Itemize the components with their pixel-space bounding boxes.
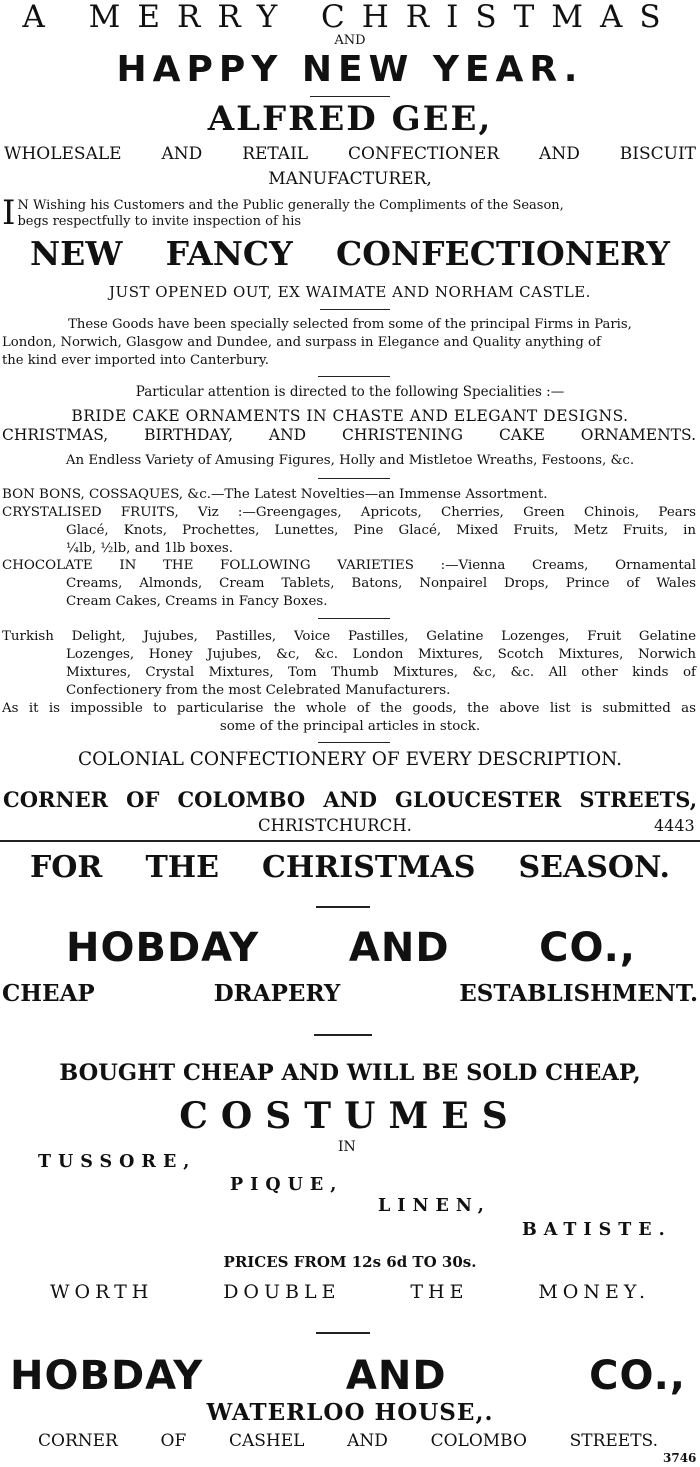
fabric-linen: LINEN, [378, 1196, 491, 1216]
divider [316, 1332, 370, 1334]
intro-text [2, 193, 698, 233]
headline-happy-new-year: HAPPY NEW YEAR. [116, 49, 584, 90]
season-headline: FOR THE CHRISTMAS SEASON. [30, 850, 670, 885]
divider [318, 478, 390, 479]
bride-cake-line: BRIDE CAKE ORNAMENTS IN CHASTE AND ELEGANT DESIGNS. [71, 407, 629, 425]
bought-line: BOUGHT CHEAP AND WILL BE SOLD CHEAP, [59, 1060, 641, 1086]
chocolate-line-1: CHOCOLATE IN THE FOLLOWING VARIETIES :—Vienna Creams, Ornamental [2, 558, 696, 573]
drop-cap: I [2, 193, 16, 233]
headline-merry-christmas: A MERRY CHRISTMAS [22, 0, 678, 35]
fabric-tussore: TUSSORE, [38, 1152, 197, 1172]
and-small: AND [334, 33, 366, 48]
prices-line: PRICES FROM 12s 6d TO 30s. [223, 1253, 477, 1271]
fabric-batiste: BATISTE. [522, 1220, 672, 1240]
ad-reference-number: 4443 [654, 816, 695, 835]
divider [314, 1034, 372, 1036]
address-corner-2: CORNER OF CASHEL AND COLOMBO STREETS. [38, 1431, 658, 1451]
in-word: IN [338, 1139, 356, 1155]
divider [320, 309, 390, 310]
colonial-line: COLONIAL CONFECTIONERY OF EVERY DESCRIPTION. [77, 749, 622, 770]
chocolate-line-2: Creams, Almonds, Cream Tablets, Batons, Nonpairel Drops, Prince of Wales [66, 576, 696, 591]
para1-line-2: London, Norwich, Glasgow and Dundee, and surpass in Elegance and Quality anything of [2, 335, 601, 350]
impossible-line-2: some of the principal articles in stock. [219, 719, 481, 734]
trade-line-2: MANUFACTURER, [268, 169, 432, 189]
impossible-line-1: As it is impossible to particularise the whole of the goods, the above list is submitted as [2, 701, 696, 716]
fruits-line-1: CRYSTALISED FRUITS, Viz :—Greengages, Apricots, Cherries, Green Chinois, Pears [2, 505, 696, 520]
bonbons-line: BON BONS, COSSAQUES, &c.—The Latest Novelties—an Immense Assortment. [2, 487, 548, 502]
fruits-line-3: ¼lb, ½lb, and 1lb boxes. [66, 541, 233, 556]
intro-line-2: begs respectfully to invite inspection of his [17, 214, 302, 229]
waterloo-house: WATERLOO HOUSE,. [206, 1399, 494, 1426]
section-separator [0, 840, 700, 842]
divider [318, 376, 390, 377]
chocolate-line-3: Cream Cakes, Creams in Fancy Boxes. [66, 594, 328, 609]
turkish-line-2: Lozenges, Honey Jujubes, &c, &c. London Mixtures, Scotch Mixtures, Norwich [66, 647, 696, 662]
attention-line: Particular attention is directed to the following Specialities :— [135, 384, 565, 400]
firm-name: HOBDAY AND CO., [66, 925, 636, 971]
divider [318, 742, 390, 743]
opened-line: JUST OPENED OUT, EX WAIMATE AND NORHAM CASTLE. [109, 283, 591, 301]
trade-line-1: WHOLESALE AND RETAIL CONFECTIONER AND BISCUIT [4, 144, 696, 164]
divider [318, 618, 390, 619]
turkish-line-4: Confectionery from the most Celebrated Manufacturers. [66, 683, 451, 698]
firm-name-2: HOBDAY AND CO., [10, 1353, 686, 1399]
para1-line-3: the kind ever imported into Canterbury. [2, 353, 269, 368]
intro-line-1: N Wishing his Customers and the Public generally the Compliments of the Season, [17, 198, 564, 213]
fabric-pique: PIQUE, [230, 1175, 344, 1195]
divider [316, 906, 370, 908]
drapery-line: CHEAP DRAPERY ESTABLISHMENT. [2, 980, 698, 1007]
divider [310, 96, 390, 97]
address-city: CHRISTCHURCH. [258, 816, 412, 835]
fruits-line-2: Glacé, Knots, Prochettes, Lunettes, Pine Glacé, Mixed Fruits, Metz Fruits, in [66, 523, 696, 538]
para1-line-1: These Goods have been specially selected from some of the principal Firms in Paris, [68, 317, 632, 332]
turkish-line-1: Turkish Delight, Jujubes, Pastilles, Voice Pastilles, Gelatine Lozenges, Fruit Gelatine [2, 629, 696, 644]
address-corner: CORNER OF COLOMBO AND GLOUCESTER STREETS, [3, 787, 697, 812]
advertiser-name: ALFRED GEE, [207, 99, 493, 139]
costumes-headline: COSTUMES [179, 1095, 521, 1137]
ad-reference-number-2: 3746 [663, 1451, 697, 1465]
christmas-cake-line: CHRISTMAS, BIRTHDAY, AND CHRISTENING CAKE ORNAMENTS. [2, 426, 696, 444]
worth-line: WORTH DOUBLE THE MONEY. [50, 1281, 650, 1303]
fancy-confectionery-headline: NEW FANCY CONFECTIONERY [30, 234, 670, 273]
variety-line: An Endless Variety of Amusing Figures, Holly and Mistletoe Wreaths, Festoons, &c. [65, 453, 635, 468]
turkish-line-3: Mixtures, Crystal Mixtures, Tom Thumb Mixtures, &c, &c. All other kinds of [66, 665, 696, 680]
